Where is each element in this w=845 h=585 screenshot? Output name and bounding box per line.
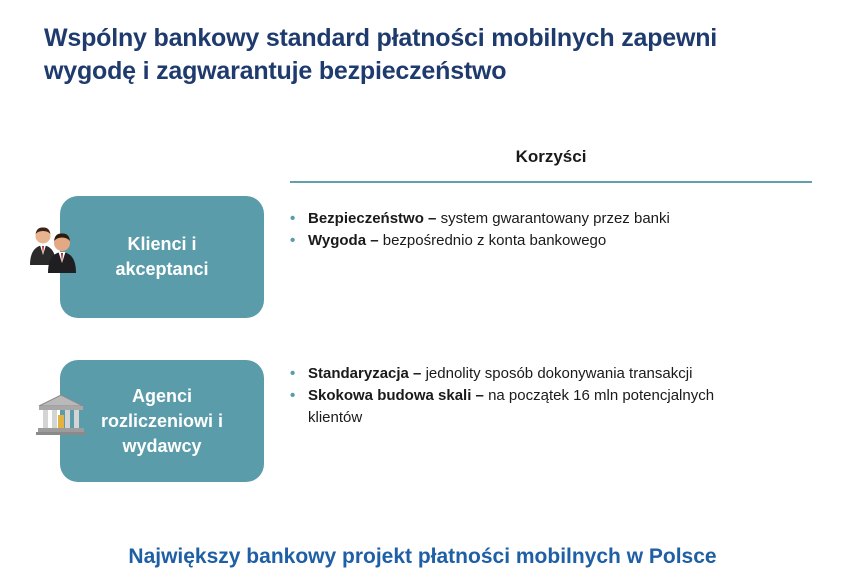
benefit-item bbox=[288, 385, 758, 429]
benefit-term: Wygoda bbox=[308, 232, 367, 249]
bank-building-icon bbox=[35, 393, 87, 435]
benefits-header-divider bbox=[290, 181, 812, 183]
benefit-text: na początek 16 mln potencjalnych klientów bbox=[308, 387, 715, 426]
footer-tagline: Największy bankowy projekt płatności mobilnych w Polsce bbox=[128, 545, 717, 568]
benefits-list-agents bbox=[288, 363, 758, 429]
benefits-list-clients bbox=[288, 208, 808, 252]
bullet-icon: • bbox=[290, 232, 296, 249]
group-box-agents bbox=[60, 360, 264, 482]
benefit-term: Standaryzacja bbox=[308, 365, 409, 382]
group-label-clients bbox=[105, 232, 218, 282]
group-label-line: akceptanci bbox=[115, 259, 209, 279]
benefit-dash: – bbox=[408, 365, 426, 382]
benefit-text: bezpośrednio z konta bankowego bbox=[382, 232, 607, 249]
slide-title-line-2: wygodę i zagwarantuje bezpieczeństwo bbox=[44, 57, 507, 85]
slide-title bbox=[44, 22, 824, 88]
benefit-item bbox=[288, 363, 758, 385]
group-box-clients bbox=[60, 196, 264, 318]
bullet-icon: • bbox=[290, 365, 296, 382]
benefit-text: system gwarantowany przez banki bbox=[440, 210, 670, 227]
group-label-line: rozliczeniowi i bbox=[100, 410, 224, 431]
benefit-item bbox=[288, 230, 808, 252]
business-people-icon bbox=[28, 225, 80, 273]
benefit-item bbox=[288, 208, 808, 230]
benefit-dash: – bbox=[366, 232, 383, 249]
slide-title-line-1: Wspólny bankowy standard płatności mobilnych zapewni bbox=[44, 24, 718, 52]
benefits-header: Korzyści bbox=[515, 147, 587, 166]
benefit-text: jednolity sposób dokonywania transakcji bbox=[425, 365, 693, 382]
benefit-term: Skokowa budowa skali bbox=[308, 387, 472, 404]
benefit-dash: – bbox=[423, 210, 441, 227]
benefit-dash: – bbox=[471, 387, 489, 404]
group-label-line: Klienci i bbox=[127, 234, 197, 254]
group-label-agents bbox=[91, 384, 233, 459]
bullet-icon: • bbox=[290, 210, 296, 227]
group-label-line: wydawcy bbox=[122, 435, 202, 456]
bullet-icon: • bbox=[290, 387, 296, 404]
benefit-term: Bezpieczeństwo bbox=[308, 210, 424, 227]
group-label-line: Agenci bbox=[131, 385, 192, 406]
